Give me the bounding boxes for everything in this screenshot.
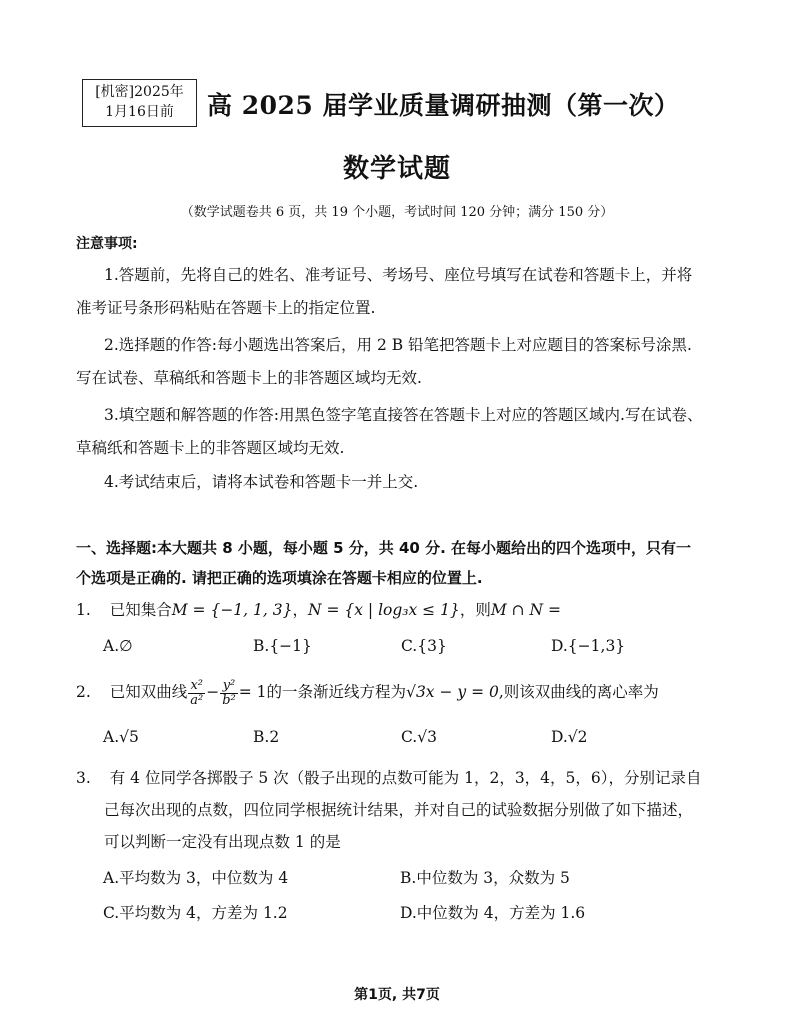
notice-item-1-line-1: 1.答题前，先将自己的姓名、准考证号、考场号、座位号填写在试卷和答题卡上，并将 <box>104 266 693 284</box>
q1-option-c: C.{3} <box>401 637 447 655</box>
question-3-line-1 <box>76 766 702 788</box>
stamp-line-1: [机密]2025年 <box>95 84 184 100</box>
set-n: N = {x | log₃x ≤ 1} <box>307 601 460 619</box>
exam-info: （数学试题卷共 6 页，共 19 个小题，考试时间 120 分钟；满分 150 分） <box>180 205 614 220</box>
notice-item-2-line-2: 写在试卷、草稿纸和答题卡上的非答题区域均无效. <box>76 369 422 387</box>
fraction-x2-a2: $\frac{\text{x²}}{\text{a²}}$ <box>190 677 204 708</box>
notice-item-3-line-1: 3.填空题和解答题的作答:用黑色签字笔直接答在答题卡上对应的答题区域内.写在试卷、 <box>104 406 703 424</box>
question-1 <box>76 598 561 620</box>
q3-option-b: B.中位数为 3，众数为 5 <box>400 869 570 887</box>
section-1-heading-line-2: 个选项是正确的. 请把正确的选项填涂在答题卡相应的位置上. <box>76 569 483 587</box>
question-2 <box>76 677 659 708</box>
notice-item-4: 4.考试结束后，请将本试卷和答题卡一并上交. <box>104 473 419 491</box>
q3-option-d: D.中位数为 4，方差为 1.6 <box>400 904 586 922</box>
subject-title: 数学试题 <box>342 154 451 184</box>
question-number: 1. <box>76 601 91 619</box>
q3-option-a: A.平均数为 3，中位数为 4 <box>103 869 289 887</box>
q1-option-a: A.∅ <box>103 637 133 655</box>
question-3-line-2: 己每次出现的点数，四位同学根据统计结果，并对自己的试验数据分别做了如下描述， <box>104 801 694 819</box>
q1-option-b: B.{−1} <box>253 637 312 655</box>
notice-item-3-line-2: 草稿纸和答题卡上的非答题区域均无效. <box>76 439 345 457</box>
intersection-expr: M ∩ N = <box>490 601 562 619</box>
minus-sign: − <box>206 683 220 701</box>
stamp-line-2: 1月16日前 <box>105 104 174 120</box>
page-footer: 第1页, 共7页 <box>354 987 440 1003</box>
exam-title: 高 2025 届学业质量调研抽测（第一次） <box>207 91 680 120</box>
separator: ， <box>292 601 308 619</box>
section-1-heading-line-1: 一、选择题:本大题共 8 小题，每小题 5 分，共 40 分. 在每小题给出的四个选项中，只有一 <box>76 539 692 557</box>
q2-option-d: D.√2 <box>551 728 588 746</box>
confidential-stamp <box>82 79 197 127</box>
q3-option-c: C.平均数为 4，方差为 1.2 <box>103 904 288 922</box>
question-number: 2. <box>76 683 91 701</box>
question-text: 已知双曲线 <box>109 683 188 701</box>
q2-option-c: C.√3 <box>401 728 437 746</box>
question-text: 已知集合 <box>109 601 172 619</box>
question-text-cont: ，则 <box>459 601 491 619</box>
set-m: M = {−1, 1, 3} <box>171 601 293 619</box>
notice-heading: 注意事项: <box>76 236 138 252</box>
question-text: 有 4 位同学各掷骰子 5 次（骰子出现的点数可能为 1，2，3，4，5，6），分别记录自 <box>109 769 702 787</box>
fraction-y2-b2: $\frac{\text{y²}}{\text{b²}}$ <box>222 677 236 708</box>
asymptote-equation: √3x − y = 0 <box>406 683 499 701</box>
q2-option-b: B.2 <box>253 728 280 746</box>
question-3-line-3: 可以判断一定没有出现点数 1 的是 <box>104 833 341 851</box>
notice-item-2-line-1: 2.选择题的作答:每小题选出答案后，用 2 B 铅笔把答题卡上对应题目的答案标号涂黑. <box>104 336 692 354</box>
equals-one: = 1 <box>238 683 267 701</box>
q2-option-a: A.√5 <box>103 728 139 746</box>
question-number: 3. <box>76 769 91 787</box>
question-text-end: ,则该双曲线的离心率为 <box>498 683 659 701</box>
q1-option-d: D.{−1,3} <box>551 637 626 655</box>
notice-item-1-line-2: 准考证号条形码粘贴在答题卡上的指定位置. <box>76 299 376 317</box>
question-text-cont: 的一条渐近线方程为 <box>266 683 407 701</box>
